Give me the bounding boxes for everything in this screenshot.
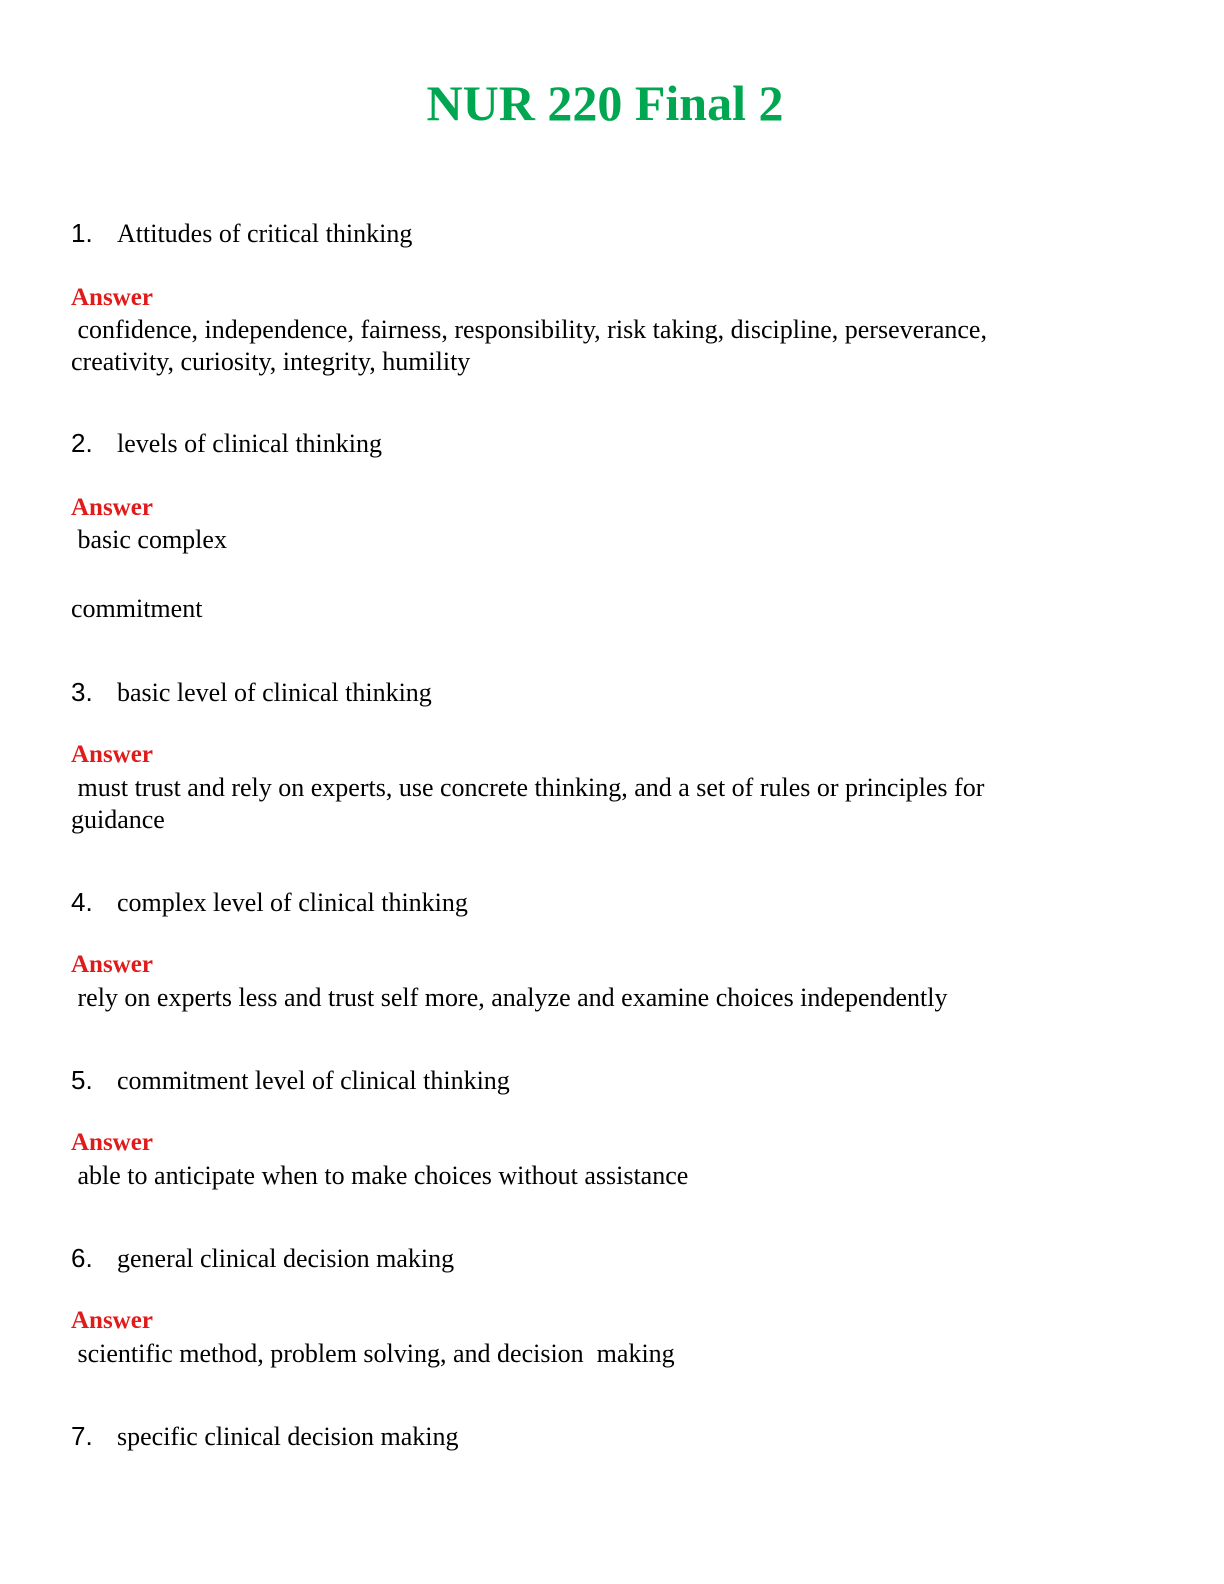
- answer-text: scientific method, problem solving, and decision making: [71, 1339, 675, 1368]
- question-line: [71, 887, 468, 918]
- answer-label: Answer: [71, 741, 153, 768]
- answer-text: confidence, independence, fairness, responsibility, risk taking, discipline, perseverance, creativity, curiosity, integrity, humility: [71, 315, 994, 376]
- question-line: [71, 1421, 459, 1452]
- question-number: 7.: [71, 1421, 93, 1451]
- answer-text: must trust and rely on experts, use concrete thinking, and a set of rules or principles for guidance: [71, 773, 991, 834]
- question-text: commitment level of clinical thinking: [117, 1066, 510, 1095]
- question-text: levels of clinical thinking: [117, 429, 382, 458]
- answer-text: rely on experts less and trust self more, analyze and examine choices independently: [71, 983, 948, 1012]
- question-text: general clinical decision making: [117, 1244, 455, 1273]
- page-title: NUR 220 Final 2: [426, 75, 784, 131]
- answer-text: basic complex: [71, 525, 227, 554]
- question-line: [71, 218, 412, 249]
- question-number: 5.: [71, 1065, 93, 1095]
- answer-label: Answer: [71, 494, 153, 521]
- answer-label: Answer: [71, 1307, 153, 1334]
- question-text: Attitudes of critical thinking: [117, 219, 413, 248]
- question-number: 4.: [71, 887, 93, 917]
- question-number: 6.: [71, 1243, 93, 1273]
- answer-label: Answer: [71, 284, 153, 311]
- question-text: basic level of clinical thinking: [117, 678, 432, 707]
- answer-label: Answer: [71, 951, 153, 978]
- question-number: 1.: [71, 218, 93, 248]
- question-line: [71, 428, 382, 459]
- question-line: [71, 677, 432, 708]
- question-number: 3.: [71, 677, 93, 707]
- question-number: 2.: [71, 428, 93, 458]
- question-line: [71, 1243, 454, 1274]
- answer-label: Answer: [71, 1129, 153, 1156]
- question-text: complex level of clinical thinking: [117, 888, 468, 917]
- answer-text-extra: commitment: [71, 594, 203, 623]
- question-text: specific clinical decision making: [117, 1422, 459, 1451]
- answer-text: able to anticipate when to make choices without assistance: [71, 1161, 689, 1190]
- question-line: [71, 1065, 510, 1096]
